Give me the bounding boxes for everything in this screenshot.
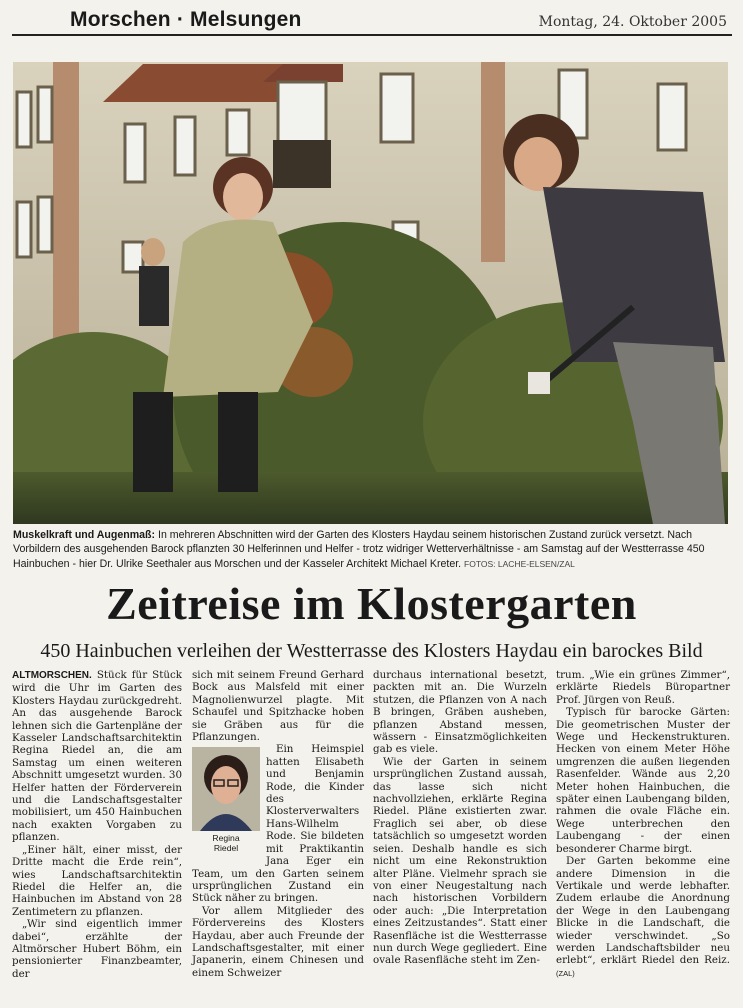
- article-column-1: [12, 669, 182, 980]
- article-column-3: [373, 669, 547, 967]
- photo-caption: [13, 528, 728, 571]
- article-paragraph: sich mit seinem Freund Gerhard Bock aus Malsfeld mit einer Magnolienwurzel plagte. Mit Schaufel und Spitzhacke hoben sie Gräben aus für die Pflanzungen.: [192, 669, 364, 744]
- article-paragraph: trum. „Wie ein grünes Zimmer“, erklärte Riedels Büropartner Prof. Jürgen von Reuß.: [556, 669, 730, 706]
- article-photo: [13, 62, 728, 524]
- article-subheadline: 450 Hainbuchen verleihen der Westterrasse des Klosters Haydau ein barockes Bild: [40, 640, 703, 662]
- photo-credit: FOTOS: LACHE-ELSEN/ZAL: [464, 558, 575, 569]
- article-paragraph: Vor allem Mitglieder des Fördervereins des Klosters Haydau, aber auch Freunde der Landschaftsgestalter, mit einer Japanerin, einem Chinesen und einem Schweizer: [192, 904, 364, 979]
- article-headline: Zeitreise im Klostergarten: [106, 578, 637, 629]
- garden-photo-illustration: [13, 62, 728, 524]
- article-paragraph: „Einer hält, einer misst, der Dritte macht die Erde rein“, wies Landschaftsarchitektin Riedel die Helfer an, die Hainbuchen im Abstand von 28 Zentimetern zu pflanzen.: [12, 843, 182, 918]
- article-paragraph: Der Garten bekomme eine andere Dimension in die Vertikale und werde lebhafter. Zudem erlaube die Anordnung der Wege in den Laubengang Blicke in die Landschaft, die wieder verschwindet. „So werden Landschaftsbilder neu erlebt“, erklärt Riedel den Reiz. (ZAL): [556, 855, 730, 978]
- article-paragraph: ALTMORSCHEN. Stück für Stück wird die Uhr im Garten des Klosters Haydau zurückgedreht. An das ausgehende Barock lehnen sich die Gartenpläne der Kasseler Landschaftsarchitektin Regina Riedel an, die am Samstag um einen weiteren Abschnitt umgesetzt wurden. 30 Helfer hatten der Förderverein und die Landschaftsgestalter mobilisiert, um 450 Hainbuchen nach exakten Vorgaben zu pflanzen.: [12, 669, 182, 844]
- article-paragraph: Typisch für barocke Gärten: Die geometrischen Muster der Wege und Heckenstrukturen. Hecken von einem Meter Höhe umgrenzen die außen liegenden Rasenfelder. Wände aus 2,20 Meter hohen Hainbuchen, die später einen Laubengang bilden, rahmen die ovale Fläche ein. Wege unterbrechen den Laubengang - der einen besonderer Charme birgt.: [556, 706, 730, 855]
- article-column-4: [556, 669, 730, 980]
- portrait-name: Regina Riedel: [212, 833, 240, 854]
- article-column-2: [192, 669, 364, 979]
- author-sign: (ZAL): [556, 968, 575, 978]
- article-paragraph: „Wir sind eigentlich immer dabei“, erzählte der Altmörscher Hubert Böhm, ein pensionierter Finanzbeamter, der: [12, 918, 182, 980]
- page-header: [0, 0, 743, 36]
- publication-date: Montag, 24. Oktober 2005: [538, 14, 727, 30]
- portrait-illustration: [192, 747, 260, 831]
- dateline: ALTMORSCHEN.: [12, 670, 92, 681]
- caption-text: In mehreren Abschnitten wird der Garten des Klosters Haydau seinem historischen Zustand zurück versetzt. Nach Vorbildern des ausgehenden Barock pflanzten 30 Helferinnen und Helfer - trotz widriger Wetterverhältnisse - am Samstag auf der Westterrasse 450 Hainbuchen - hier Dr. Ulrike Seethaler aus Morschen und der Kasseler Architekt Michael Kreter.: [13, 529, 705, 570]
- section-title: Morschen · Melsungen: [70, 8, 302, 31]
- article-paragraph: Ein Heimspiel hatten Elisabeth und Benjamin Rode, die Kinder des Klosterverwalters Hans-Wilhelm Rode. Sie bildeten mit Praktikantin Jana Eger ein Team, um den Garten seinem ursprünglichen Zustand ein Stück näher zu bringen.: [192, 743, 364, 905]
- caption-lead: Muskelkraft und Augenmaß:: [13, 529, 156, 541]
- header-rule: [12, 34, 732, 36]
- portrait-photo: [192, 747, 260, 831]
- article-paragraph: Wie der Garten in seinem ursprünglichen Zustand aussah, das lasse sich nicht nachvollziehen, erklärte Regina Riedel. Pläne existierten zwar. Fraglich sei aber, ob diese tatsächlich so umgesetzt worden seien. Deshalb handle es sich nicht um eine Rekonstruktion alter Pläne. Vielmehr sprach sie von einer Neugestaltung nach nach historischen Vorbildern oder auch: „Die Interpretation eines Zeitzustandes“. Statt einer Rasenfläche ist die Westterrasse nun durch Wege gegliedert. Eine ovale Rasenfläche steht im Zen-: [373, 755, 547, 967]
- article-paragraph: durchaus international besetzt, packten mit an. Die Wurzeln stutzen, die Pflanzen von A nach B bringen, Gräben ausheben, pflanzen Abstand messen, wässern - Einsatzmöglichkeiten gab es viele.: [373, 669, 547, 756]
